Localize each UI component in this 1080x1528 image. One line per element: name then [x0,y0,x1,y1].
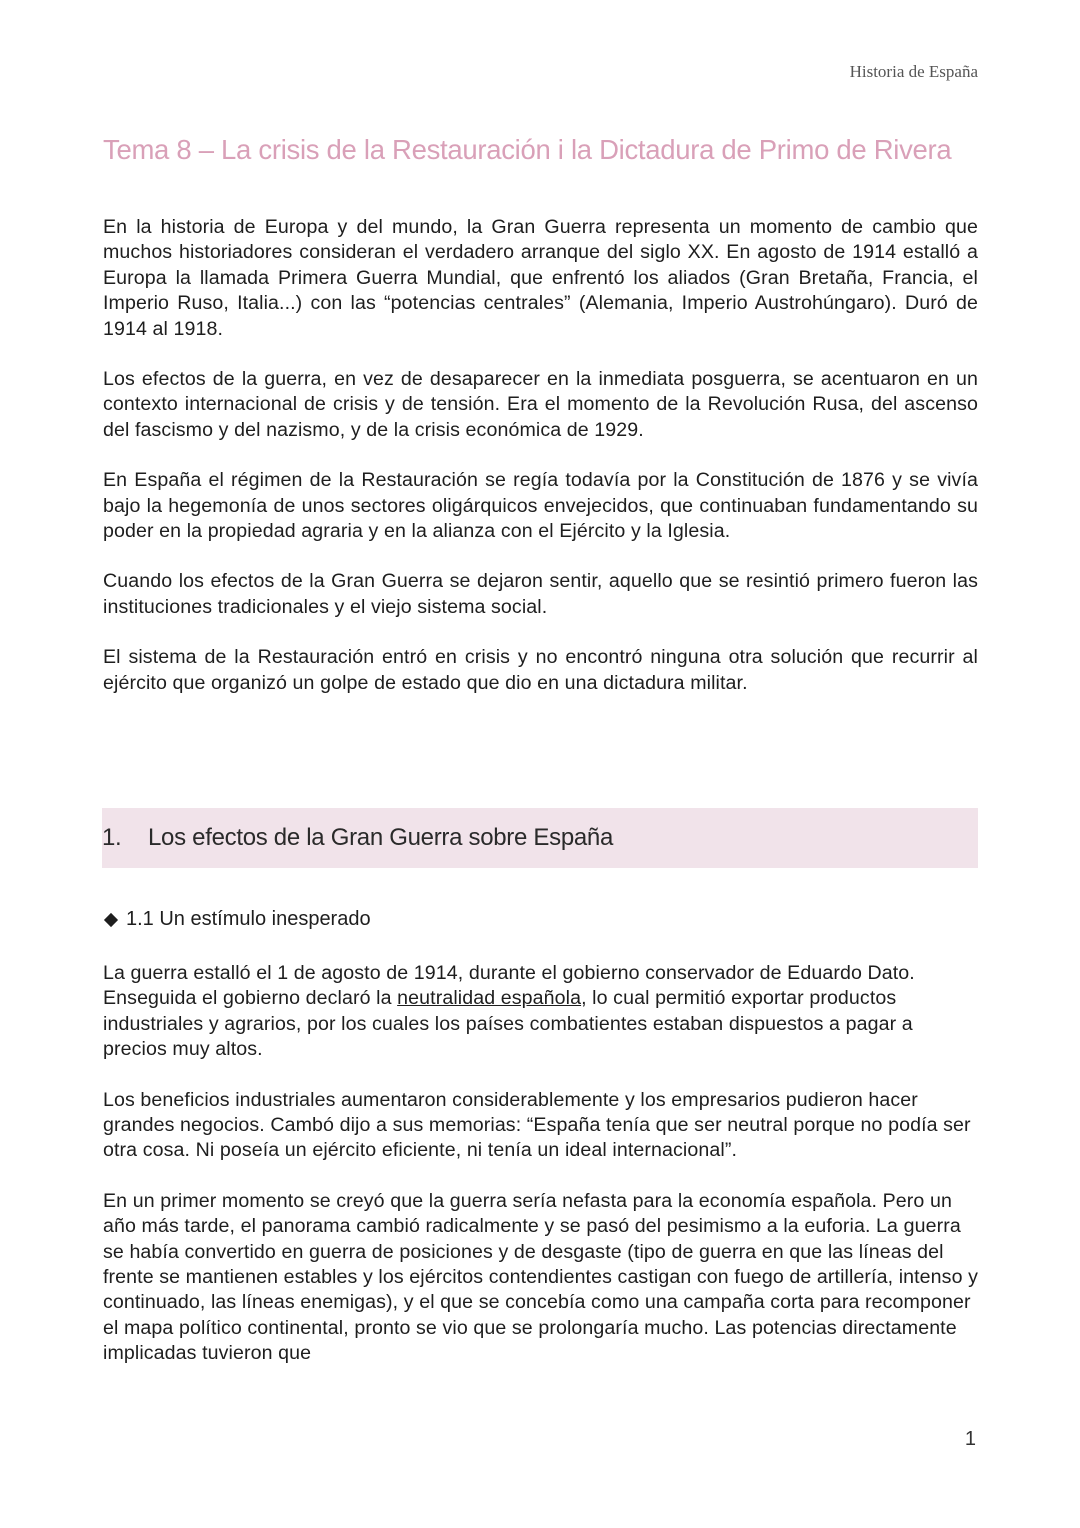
section-body [103,961,978,1392]
running-header: Historia de España [849,62,978,81]
body-p1-after: , lo cual permitió exportar productos industriales y agrarios, por los cuales los países combatientes estaban dispuestos a pagar a precios muy altos. [103,987,913,1061]
intro-paragraph-5: El sistema de la Restauración entró en crisis y no encontró ninguna otra solución que recurrir al ejército que organizó un golpe de estado que dio en una dictadura militar. [103,646,978,694]
body-p1-before: La guerra estalló el 1 de agosto de 1914, durante el gobierno conservador de Eduardo Dato. Enseguida el gobierno declaró la [103,962,915,1010]
body-paragraph-3: En un primer momento se creyó que la guerra sería nefasta para la economía española. Pero un año más tarde, el panorama cambió radicalmente y se pasó del pesimismo a la euforia. La guerra se había convertido en guerra de posiciones y de desgaste (tipo de guerra en que las líneas del frente se mantienen estables y los ejércitos contendientes castigan con fuego de artillería, intenso y continuado, las líneas enemigas), y el que se concebía como una campaña corta para recomponer el mapa político continental, pronto se vio que se prolongaría mucho. Las potencias directamente implicadas tuvieron que [103,1189,979,1365]
diamond-bullet-icon [104,912,118,926]
intro-paragraph-2: Los efectos de la guerra, en vez de desaparecer en la inmediata posguerra, se acentuaron en un contexto internacional de crisis y de tensión. Era el momento de la Revolución Rusa, del ascenso del fascismo y del nazismo, y de la crisis económica de 1929. [103,368,978,441]
intro-paragraph-1: En la historia de Europa y del mundo, la Gran Guerra representa un momento de cambio que muchos historiadores consideran el verdadero arranque del siglo XX. En agosto de 1914 estalló a Europa la llamada Primera Guerra Mundial, que enfrentó los aliados (Gran Bretaña, Francia, el Imperio Ruso, Italia...) con las “potencias centrales” (Alemania, Imperio Austrohúngaro). Duró de 1914 al 1918. [103,216,978,340]
body-paragraph-1 [103,961,978,1063]
body-paragraph-2: Los beneficios industriales aumentaron considerablemente y los empresarios pudieron hacer grandes negocios. Cambó dijo a sus memorias: “España tenía que ser neutral porque no podía ser otra cosa. Ni poseía un ejército eficiente, ni tenía un ideal internacional”. [103,1088,971,1162]
underlined-term: neutralidad española [397,987,582,1010]
intro-paragraph-4: Cuando los efectos de la Gran Guerra se dejaron sentir, aquello que se resintió primero fueron las instituciones tradicionales y el viejo sistema social. [103,570,978,618]
subsection-heading [103,908,371,931]
section-heading [102,808,978,868]
intro-paragraph-3: En España el régimen de la Restauración se regía todavía por la Constitución de 1876 y se vivía bajo la hegemonía de unos sectores oligárquicos envejecidos, que continuaban fundamentando su poder en la propiedad agraria y en la alianza con el Ejército y la Iglesia. [103,469,978,543]
intro-section [103,215,978,721]
subsection-title: 1.1 Un estímulo inesperado [126,908,371,930]
document-title: Tema 8 – La crisis de la Restauración i la Dictadura de Primo de Rivera [103,134,952,165]
section-number: 1. [102,824,122,851]
section-title: Los efectos de la Gran Guerra sobre España [148,824,614,851]
page-number: 1 [964,1428,976,1450]
